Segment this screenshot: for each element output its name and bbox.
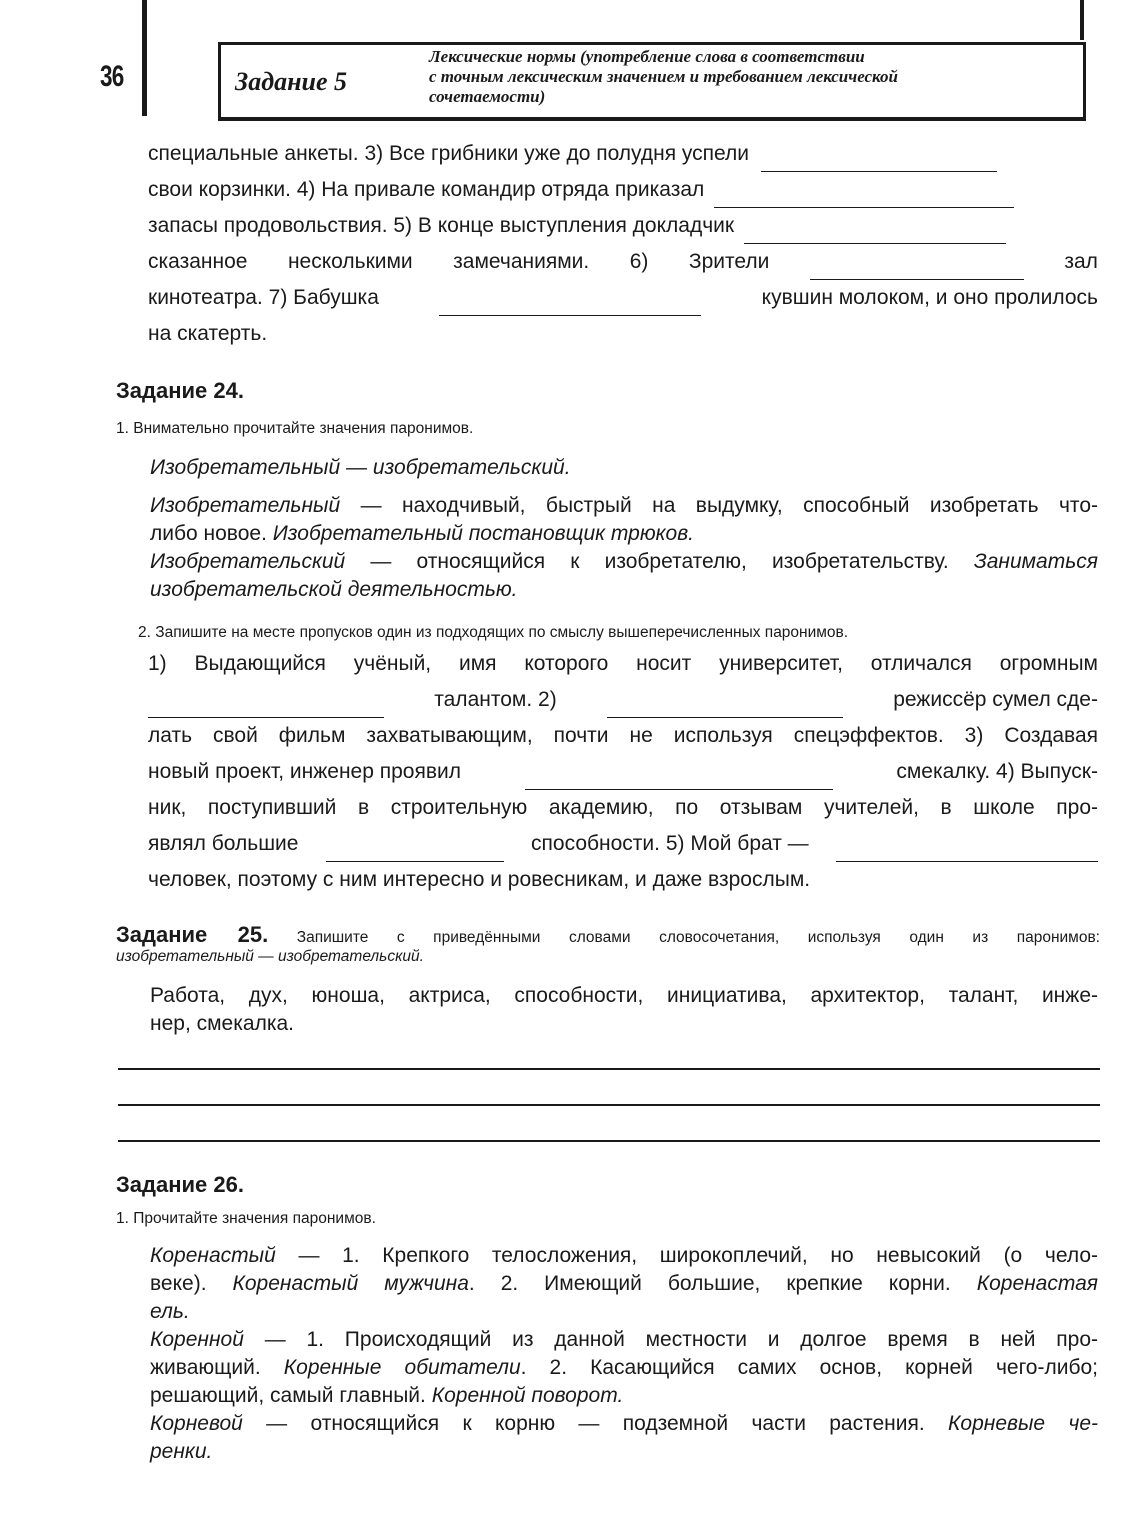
page-number: 36 xyxy=(100,60,124,93)
ex-line-5 xyxy=(148,790,1098,826)
answer-line-2[interactable] xyxy=(118,1104,1100,1106)
text: специальные анкеты. 3) Все грибники уже до полудня успели xyxy=(148,142,750,165)
def-1-line-3: ель. xyxy=(150,1300,190,1323)
text: решающий, самый главный. xyxy=(150,1384,432,1407)
definition-1-line-2 xyxy=(150,520,1098,548)
section-description xyxy=(429,47,1069,107)
task-25-line-1 xyxy=(116,922,1100,948)
text: свои корзинки. 4) На привале командир отряда приказал xyxy=(148,178,705,201)
text: либо новое. xyxy=(150,522,273,545)
margin-bar-right xyxy=(1080,0,1084,40)
text: 6) xyxy=(629,250,649,273)
answer-blank[interactable] xyxy=(326,837,504,862)
def-3-line-1 xyxy=(150,1410,1098,1438)
text: — 1. Крепкого телосложения, широкоплечий, но невысокий (о чело- xyxy=(275,1244,1098,1267)
text: веке). xyxy=(150,1272,233,1295)
task-24-item-2: 2. Запишите на месте пропусков один из подходящих по смыслу вышеперечисленных паронимов. xyxy=(138,624,849,641)
text: зал xyxy=(1064,250,1098,273)
ex-line-4 xyxy=(148,754,1098,790)
answer-blank[interactable] xyxy=(744,219,1006,244)
task-25-words xyxy=(150,982,1098,1038)
text: — 1. Происходящий из данной местности и долгое время в ней про- xyxy=(243,1328,1098,1351)
task-24-definitions xyxy=(150,454,1098,604)
task-24-exercise xyxy=(148,646,1098,898)
cont-line-2 xyxy=(148,172,1098,208)
task-24-title: Задание 24. xyxy=(116,378,244,403)
text: талантом. 2) xyxy=(434,688,557,711)
continued-exercise xyxy=(148,136,1098,352)
definition-2-line-1 xyxy=(150,548,1098,576)
text: являл большие xyxy=(148,832,299,855)
def-1-line-2 xyxy=(150,1270,1098,1298)
term: Корневой xyxy=(150,1412,243,1435)
task-25-title: Задание 25. xyxy=(116,922,269,947)
answer-blank[interactable] xyxy=(148,693,384,718)
words-line-2: нер, смекалка. xyxy=(150,1012,294,1035)
cont-line-5 xyxy=(148,280,1098,316)
term: Изобретательный xyxy=(150,494,341,517)
task-24-item-1: 1. Внимательно прочитайте значения паронимов. xyxy=(116,420,474,437)
example: Заниматься xyxy=(973,550,1098,573)
text: человек, поэтому с ним интересно и ровесникам, и даже взрослым. xyxy=(148,868,811,891)
answer-line-3[interactable] xyxy=(118,1140,1100,1142)
text: Зрители xyxy=(688,250,770,273)
desc-line-2: с точным лексическим значением и требованием лексической xyxy=(429,67,898,86)
cont-line-4 xyxy=(148,244,1098,280)
task-26-title: Задание 26. xyxy=(116,1172,244,1197)
ex-line-3 xyxy=(148,718,1098,754)
words-line-1: Работа, дух, юноша, актриса, способности, инициатива, архитектор, талант, инже- xyxy=(150,984,1098,1007)
answer-blank[interactable] xyxy=(714,183,1014,208)
answer-blank[interactable] xyxy=(836,837,1098,862)
desc-line-3: сочетаемости) xyxy=(429,87,546,106)
text: на скатерть. xyxy=(148,322,268,345)
ex-line-6 xyxy=(148,826,1098,862)
example: Изобретательный постановщик трюков. xyxy=(272,522,695,545)
task-25-instruction: Запишите с приведёнными словами словосочетания, используя один из паронимов: xyxy=(268,929,1100,946)
example: Коренастый мужчина xyxy=(232,1272,469,1295)
example: Коренной поворот. xyxy=(431,1384,624,1407)
ex-line-7 xyxy=(148,862,1098,898)
term: Коренастый xyxy=(150,1244,276,1267)
answer-blank[interactable] xyxy=(761,147,997,172)
text: несколькими xyxy=(287,250,413,273)
cont-line-6 xyxy=(148,316,1098,352)
text: кинотеатра. 7) Бабушка xyxy=(148,286,379,309)
text: живающий. xyxy=(150,1356,284,1379)
task-26-item-1: 1. Прочитайте значения паронимов. xyxy=(116,1210,376,1227)
answer-blank[interactable] xyxy=(607,693,843,718)
text: кувшин молоком, и оно пролилось xyxy=(761,286,1098,309)
example: Коренастая xyxy=(976,1272,1099,1295)
text: . 2. Имеющий большие, крепкие корни. xyxy=(468,1272,977,1295)
text: способности. 5) Мой брат — xyxy=(531,832,809,855)
text: . 2. Касающийся самих основ, корней чего-либо; xyxy=(520,1356,1098,1379)
text: режиссёр сумел сде- xyxy=(893,688,1098,711)
def-1-line-1 xyxy=(150,1242,1098,1270)
def-2-line-2 xyxy=(150,1354,1098,1382)
answer-line-1[interactable] xyxy=(118,1068,1100,1070)
text: — находчивый, быстрый на выдумку, способный изобретать что- xyxy=(340,494,1098,517)
desc-line-1: Лексические нормы (употребление слова в соответствии xyxy=(429,47,865,66)
text: ник, поступивший в строительную академию, по отзывам учителей, в школе про- xyxy=(148,796,1098,819)
example: Корневые че- xyxy=(948,1412,1098,1435)
text: смекалку. 4) Выпуск- xyxy=(896,760,1098,783)
task-26-definitions xyxy=(150,1242,1098,1466)
section-task-label: Задание 5 xyxy=(235,67,348,96)
ex-line-2 xyxy=(148,682,1098,718)
ex-line-1 xyxy=(148,646,1098,682)
text: замечаниями. xyxy=(453,250,590,273)
text: лать свой фильм захватывающим, почти не используя спецэффектов. 3) Создавая xyxy=(148,724,1098,747)
def-2-line-1 xyxy=(150,1326,1098,1354)
answer-blank[interactable] xyxy=(439,291,701,316)
task-25-header xyxy=(116,922,1100,966)
text: сказанное xyxy=(148,250,248,273)
cont-line-1 xyxy=(148,136,1098,172)
text: 1) Выдающийся учёный, имя которого носит университет, отличался огромным xyxy=(148,652,1098,675)
task-25-instruction-2: изобретательный — изобретательский. xyxy=(116,948,424,965)
paronym-pair: Изобретательный — изобретательский. xyxy=(150,456,571,479)
term: Коренной xyxy=(150,1328,244,1351)
example: Коренные обитатели xyxy=(283,1356,521,1379)
margin-bar-left xyxy=(142,0,147,116)
answer-blank[interactable] xyxy=(525,765,833,790)
section-header xyxy=(218,42,1086,121)
term: Изобретательский xyxy=(150,550,346,573)
definition-2-line-2: изобретательской деятельностью. xyxy=(150,578,518,601)
text: новый проект, инженер проявил xyxy=(148,760,461,783)
definition-1-line-1 xyxy=(150,492,1098,520)
def-3-line-2: ренки. xyxy=(150,1440,213,1463)
text: запасы продовольствия. 5) В конце выступления докладчик xyxy=(148,214,735,237)
def-2-line-3 xyxy=(150,1382,1098,1410)
cont-line-3 xyxy=(148,208,1098,244)
answer-blank[interactable] xyxy=(810,255,1024,280)
text: — относящийся к корню — подземной части растения. xyxy=(242,1412,949,1435)
text: — относящийся к изобретателю, изобретательству. xyxy=(345,550,974,573)
